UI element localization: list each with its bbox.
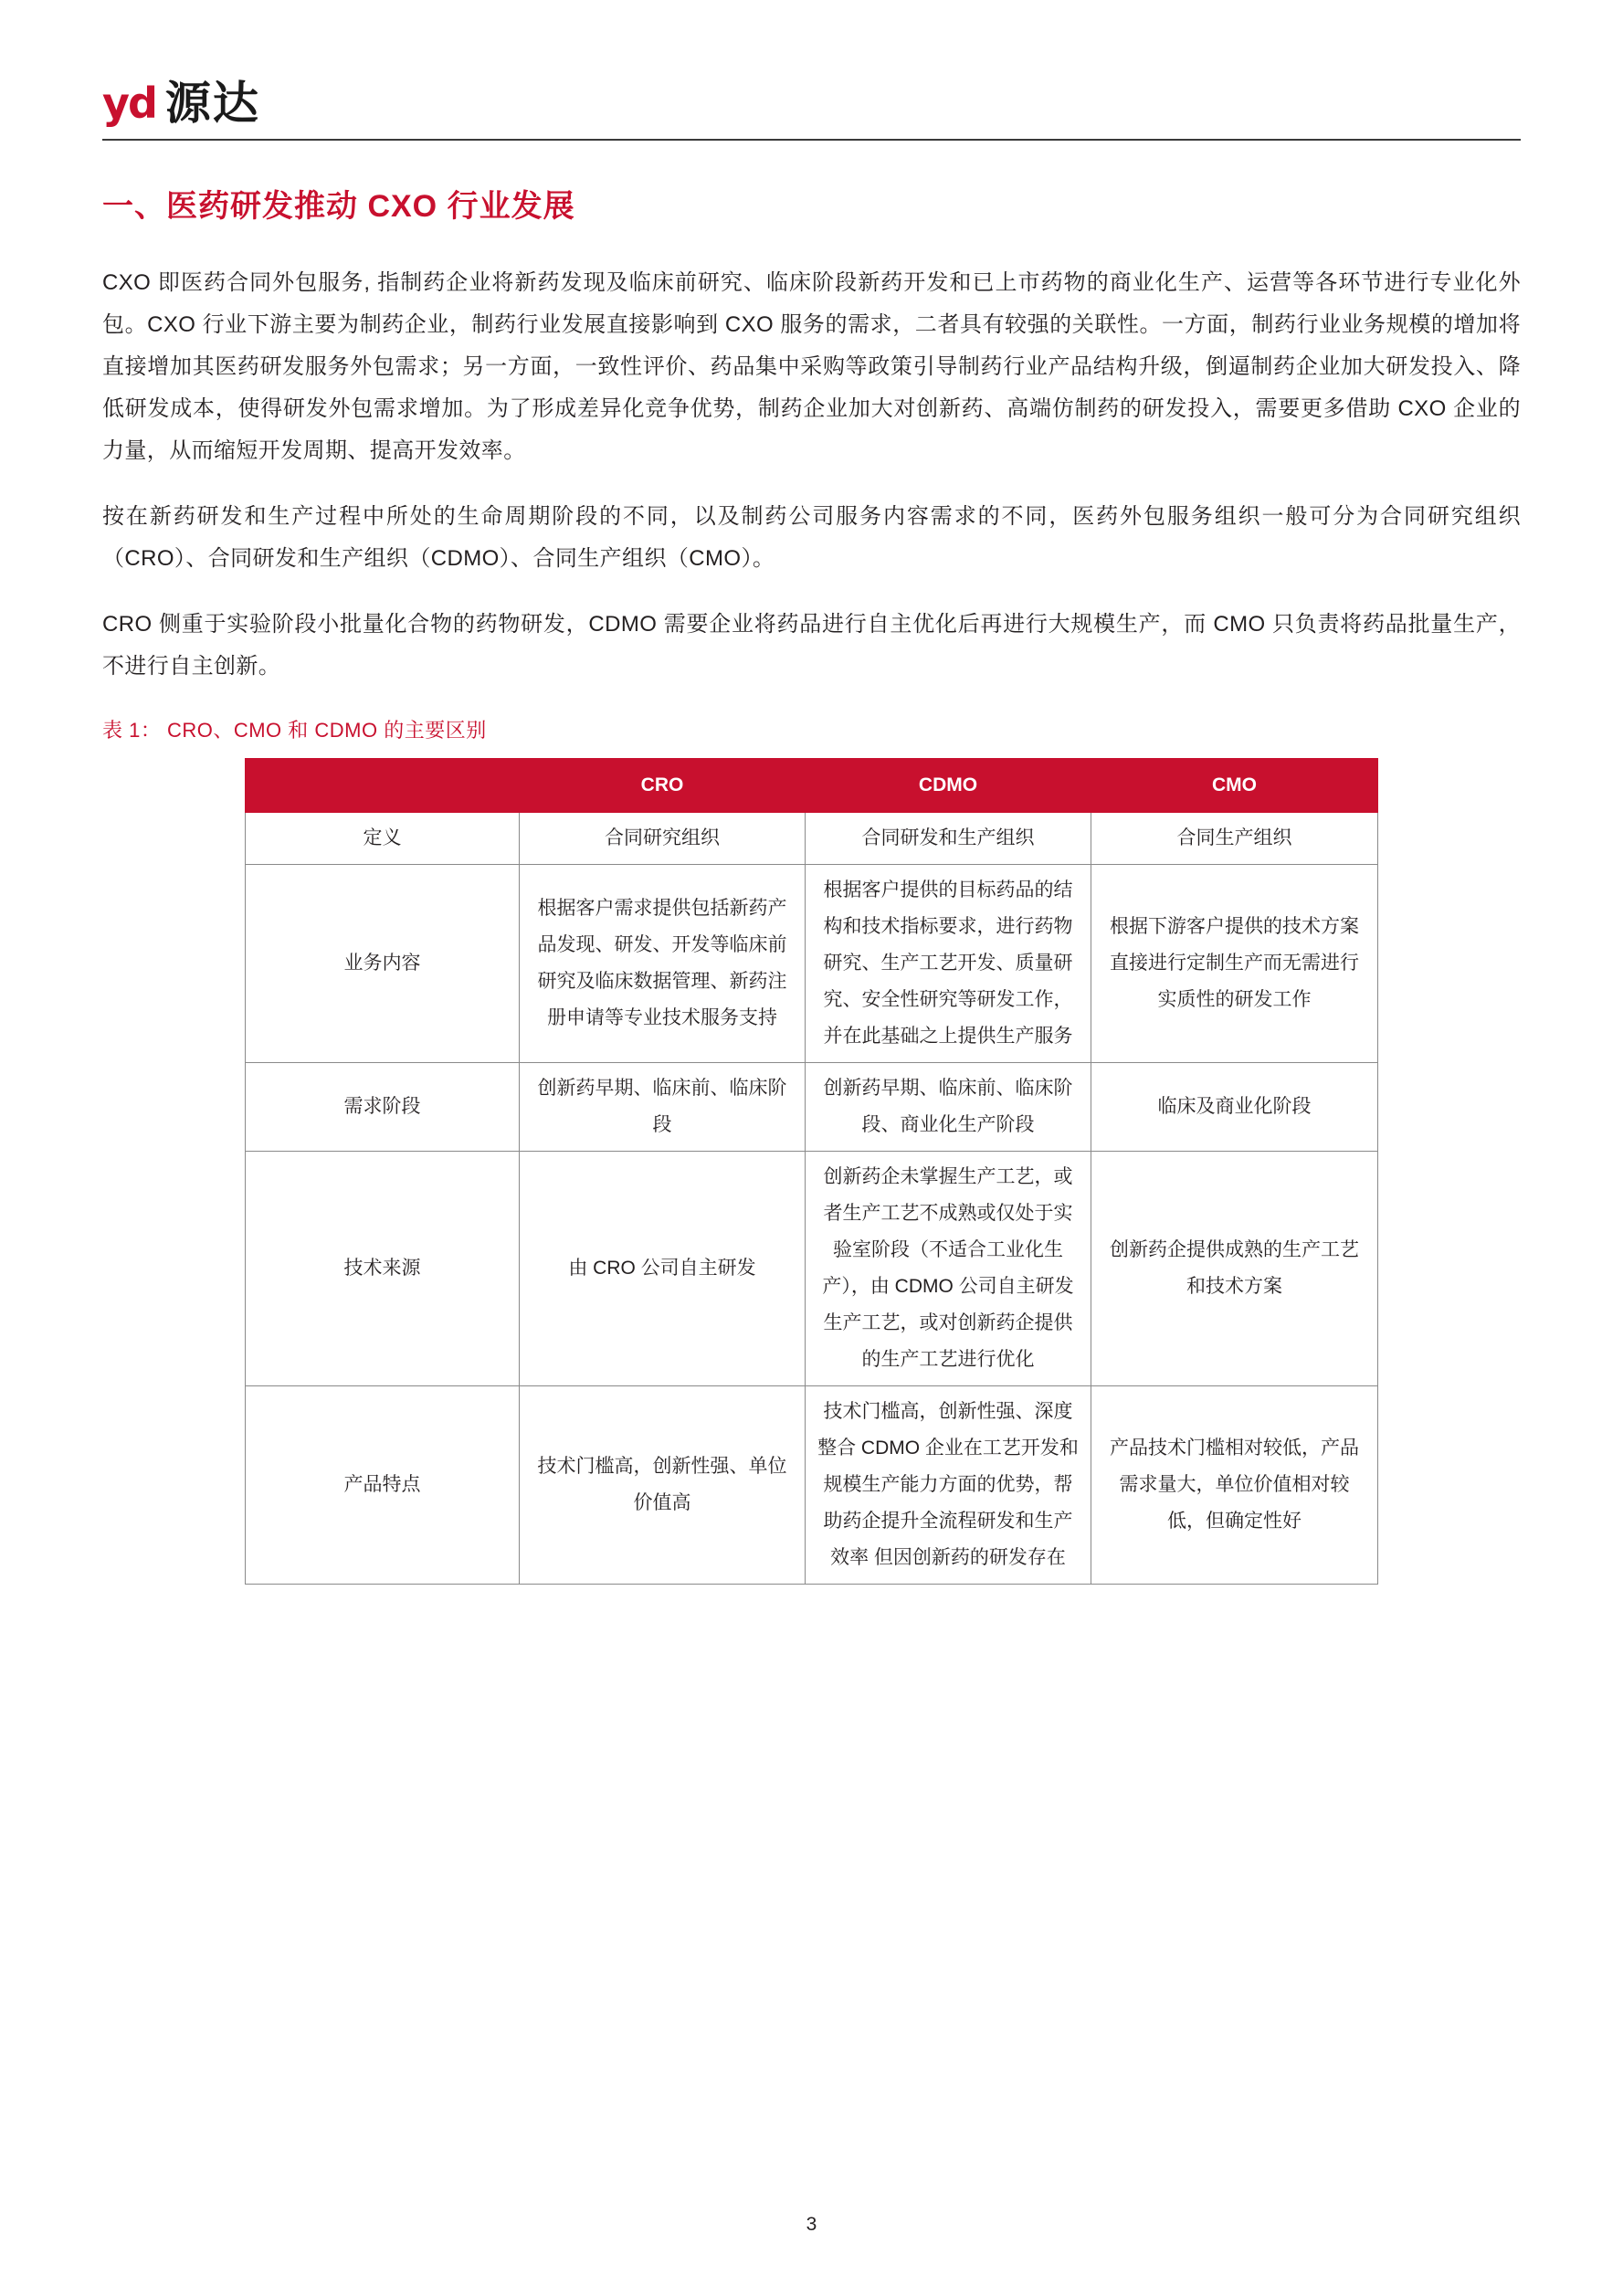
section-heading: 一、医药研发推动 CXO 行业发展 <box>102 189 575 224</box>
row-label-demand-stage: 需求阶段 <box>246 1063 520 1152</box>
cell-tech-source-cro: 由 CRO 公司自主研发 <box>520 1152 806 1386</box>
cell-product-features-cmo: 产品技术门槛相对较低，产品需求量大，单位价值相对较低，但确定性好 <box>1091 1386 1378 1585</box>
row-label-business-content: 业务内容 <box>246 865 520 1063</box>
table-header-cdmo: CDMO <box>806 759 1091 813</box>
paragraph-1: CXO 即医药合同外包服务, 指制药企业将新药发现及临床前研究、临床阶段新药开发和已上市药物的商业化生产、运营等各环节进行专业化外包。CXO 行业下游主要为制药企业，制药行业发展直接影响到 CXO 服务的需求，二者具有较强的关联性。一方面，制药行业业务规模的增加将直接增加其医药研发服务外包需求；另一方面，一致性评价、药品集中采购等政策引导制药行业产品结构升级，倒逼制药企业加大研发投入、降低研发成本，使得研发外包需求增加。为了形成差异化竞争优势，制药企业加大对创新药、高端仿制药的研发投入，需要更多借助 CXO 企业的力量，从而缩短开发周期、提高开发效率。 <box>102 270 1521 463</box>
row-label-product-features: 产品特点 <box>246 1386 520 1585</box>
table-header-cmo: CMO <box>1091 759 1378 813</box>
cell-definition-cro: 合同研究组织 <box>520 813 806 865</box>
cell-tech-source-cdmo: 创新药企未掌握生产工艺，或者生产工艺不成熟或仅处于实验室阶段（不适合工业化生产），由 CDMO 公司自主研发生产工艺，或对创新药企提供的生产工艺进行优化 <box>806 1152 1091 1386</box>
cell-business-content-cmo: 根据下游客户提供的技术方案直接进行定制生产而无需进行实质性的研发工作 <box>1091 865 1378 1063</box>
cell-tech-source-cmo: 创新药企提供成熟的生产工艺和技术方案 <box>1091 1152 1378 1386</box>
page-number: 3 <box>806 2214 817 2235</box>
cell-business-content-cro: 根据客户需求提供包括新药产品发现、研发、开发等临床前研究及临床数据管理、新药注册申请等专业技术服务支持 <box>520 865 806 1063</box>
comparison-table-wrapper <box>102 758 1521 1585</box>
cell-demand-stage-cdmo: 创新药早期、临床前、临床阶段、商业化生产阶段 <box>806 1063 1091 1152</box>
table-row <box>246 1386 1378 1585</box>
table-caption: 表 1： CRO、CMO 和 CDMO 的主要区别 <box>102 719 487 742</box>
table-header-row <box>246 759 1378 813</box>
logo-mark-icon: yd <box>102 79 156 128</box>
cell-demand-stage-cro: 创新药早期、临床前、临床阶段 <box>520 1063 806 1152</box>
logo <box>102 78 260 129</box>
table-row <box>246 813 1378 865</box>
comparison-table <box>245 758 1378 1585</box>
table-row <box>246 865 1378 1063</box>
row-label-tech-source: 技术来源 <box>246 1152 520 1386</box>
table-header-blank <box>246 759 520 813</box>
table-row <box>246 1152 1378 1386</box>
table-header-cro: CRO <box>520 759 806 813</box>
row-label-definition: 定义 <box>246 813 520 865</box>
page-header <box>102 0 1521 141</box>
cell-demand-stage-cmo: 临床及商业化阶段 <box>1091 1063 1378 1152</box>
table-row <box>246 1063 1378 1152</box>
paragraph-3: CRO 侧重于实验阶段小批量化合物的药物研发，CDMO 需要企业将药品进行自主优化后再进行大规模生产，而 CMO 只负责将药品批量生产，不进行自主创新。 <box>102 612 1521 679</box>
cell-definition-cdmo: 合同研发和生产组织 <box>806 813 1091 865</box>
cell-business-content-cdmo: 根据客户提供的目标药品的结构和技术指标要求，进行药物研究、生产工艺开发、质量研究、安全性研究等研发工作，并在此基础之上提供生产服务 <box>806 865 1091 1063</box>
cell-product-features-cro: 技术门槛高，创新性强、单位价值高 <box>520 1386 806 1585</box>
paragraph-2: 按在新药研发和生产过程中所处的生命周期阶段的不同，以及制药公司服务内容需求的不同，医药外包服务组织一般可分为合同研究组织（CRO）、合同研发和生产组织（CDMO）、合同生产组织（CMO）。 <box>102 504 1521 571</box>
cell-product-features-cdmo: 技术门槛高，创新性强、深度整合 CDMO 企业在工艺开发和规模生产能力方面的优势，帮助药企提升全流程研发和生产效率 但因创新药的研发存在 <box>806 1386 1091 1585</box>
logo-text: 源达 <box>164 78 260 129</box>
cell-definition-cmo: 合同生产组织 <box>1091 813 1378 865</box>
